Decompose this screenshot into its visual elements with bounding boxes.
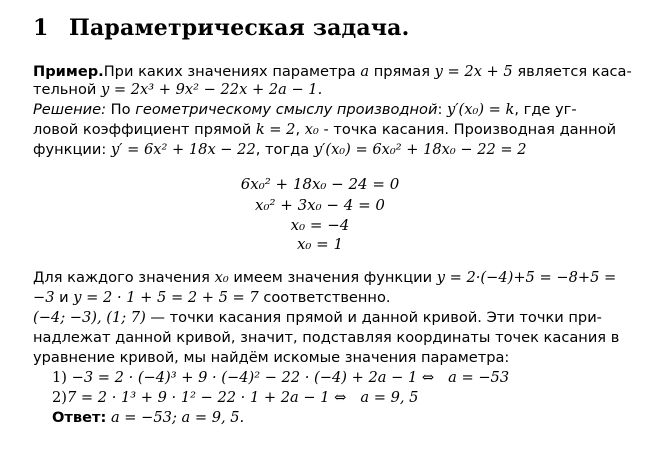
answer-value: a = −53; a = 9, 5. [110,409,245,426]
paragraph-line-2 [33,289,391,307]
example-label: Пример. [33,63,104,80]
answer-line [52,409,244,427]
x0-symbol: x₀ [214,269,229,286]
solution-text: - точка касания. Производная данной [318,121,617,138]
case-line-1 [52,369,509,387]
solution-line-2 [33,121,616,139]
slope-value: k = 2 [255,121,296,138]
equation-line: x₀² + 3x₀ − 4 = 0 [255,196,385,214]
solution-text: , тогда [255,141,314,158]
curve-equation: y = 2x³ + 9x² − 22x + 2a − 1. [101,81,323,98]
case-expression: 7 = 2 · 1³ + 9 · 1² − 22 · 1 + 2a − 1 ⇔ [66,389,347,406]
derivative-at-point: y′(x₀) = 6x₀² + 18x₀ − 22 = 2 [313,141,527,158]
line-equation: y = 2x + 5 [434,63,513,80]
solution-label: Решение: [33,101,107,118]
solution-text: функции: [33,141,111,158]
paragraph-text: имеем значения функции [228,269,437,286]
case-expression: −3 = 2 · (−4)³ + 9 · (−4)² − 22 · (−4) + 2a − 1 ⇔ [71,369,435,386]
value-calc-1: y = 2·(−4)+5 = −8+5 = [436,269,617,286]
equation-line: 6x₀² + 18x₀ − 24 = 0 [240,175,400,193]
geometric-meaning: геометрическому смыслу производной [135,101,438,118]
section-heading [33,15,410,41]
paragraph-line-5: уравнение кривой, мы найдём искомые значения параметра: [33,349,510,366]
param-symbol: a [360,63,370,80]
case-number: 1) [52,369,72,386]
paragraph-text: соответственно. [258,289,391,306]
example-text-mid: прямая [369,63,435,80]
paragraph-text: Для каждого значения [33,269,215,286]
paragraph-text: — точки касания прямой и данной кривой. Эти точки при- [145,309,602,326]
derivative-definition: y′(x₀) = k [447,101,515,118]
case-result: a = −53 [448,369,510,386]
example-line-2 [33,81,322,99]
solution-line-1 [33,101,577,119]
paragraph-text: и [54,289,74,306]
solution-text: По [106,101,136,118]
paragraph-line-3 [33,309,602,327]
solution-line-3 [33,141,527,159]
example-text-2: тельной [33,81,102,98]
value-calc-2: y = 2 · 1 + 5 = 2 + 5 = 7 [73,289,259,306]
solution-text: , [295,121,305,138]
value-result-1: −3 [33,289,55,306]
equation-line: x₀ = −4 [290,216,350,234]
section-title: Параметрическая задача. [69,15,410,41]
derivative-equation: y′ = 6x² + 18x − 22 [110,141,256,158]
example-text: При каких значениях параметра [103,63,361,80]
case-result: a = 9, 5 [360,389,419,406]
answer-label: Ответ: [52,409,107,426]
example-text-end: является каса- [512,63,632,80]
example-line-1 [33,63,632,81]
solution-text: ловой коэффициент прямой [33,121,256,138]
tangent-points: (−4; −3), (1; 7) [33,309,146,326]
case-number: 2) [52,389,67,406]
section-number: 1 [33,15,49,41]
tangent-point-symbol: x₀ [304,121,319,138]
equation-line: x₀ = 1 [296,235,344,253]
paragraph-line-4: надлежат данной кривой, значит, подставляя координаты точек касания в [33,329,620,346]
solution-text: : [437,101,447,118]
case-line-2 [52,389,418,407]
paragraph-line-1 [33,269,616,287]
solution-text: , где уг- [514,101,577,118]
